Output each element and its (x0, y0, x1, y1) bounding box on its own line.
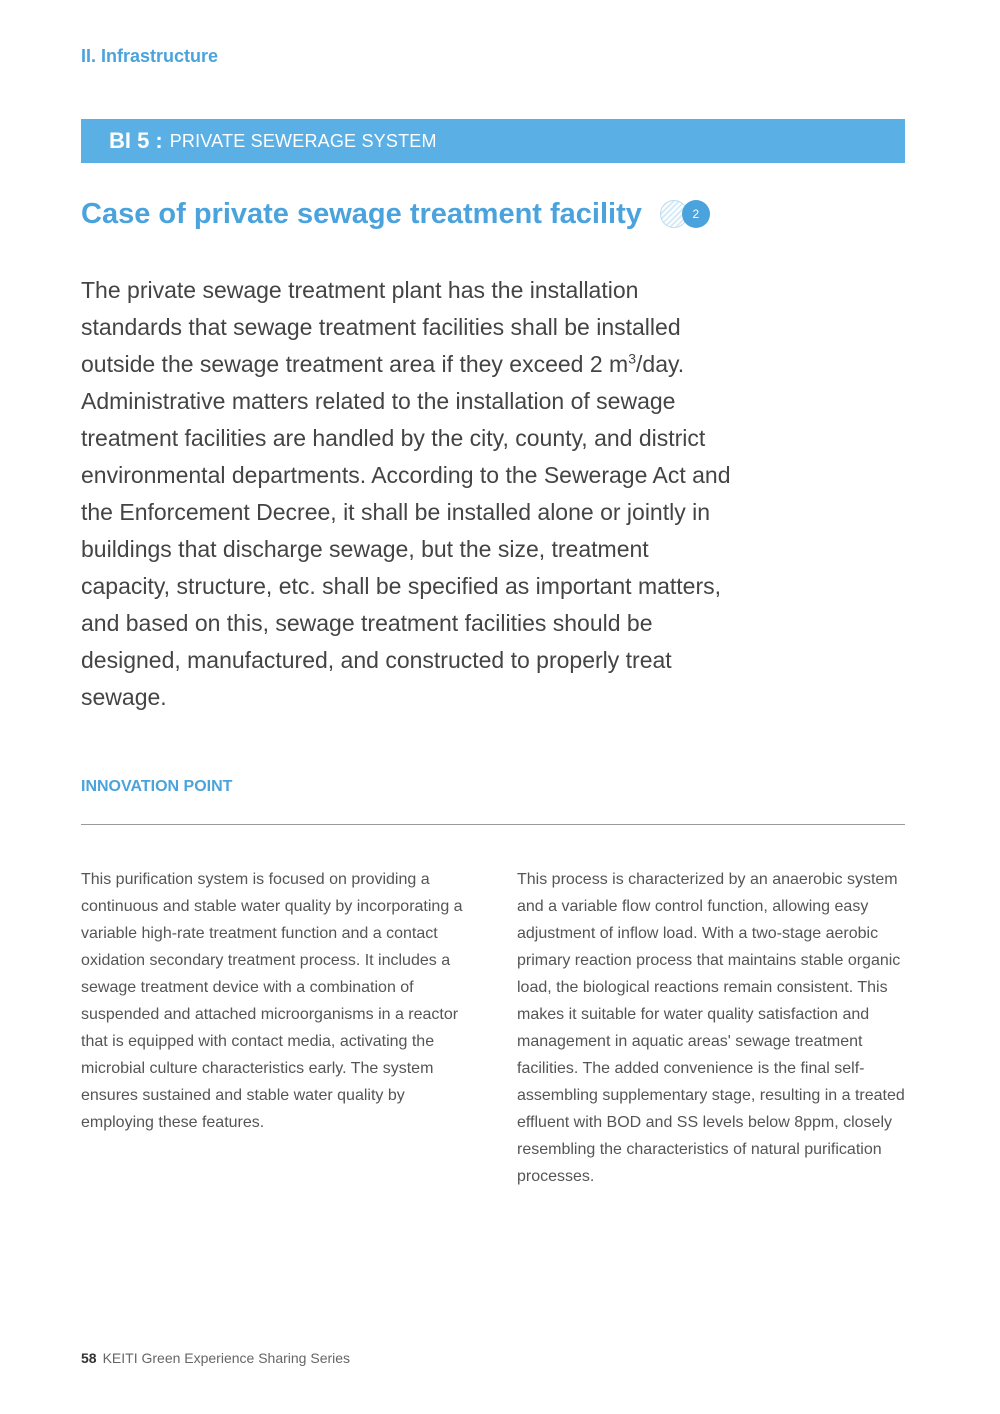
intro-superscript: 3 (628, 350, 637, 367)
banner-separator: : (155, 128, 163, 153)
innovation-right-column: This process is characterized by an anaerobic system and a variable flow control function, allowing easy adjustment of inflow load. With a two-stage aerobic primary reaction process that maintains stable organic load, the biological reactions remain consistent. This makes it suitable for water quality satisfaction and management in aquatic areas' sewage treatment facilities. The added convenience is the final self-assembling supplementary stage, resulting in a treated effluent with BOD and SS levels below 8ppm, closely resembling the characteristics of natural purification processes. (517, 871, 905, 1185)
intro-paragraph (81, 272, 731, 716)
case-number-badge (660, 197, 716, 231)
section-banner (81, 119, 905, 163)
badge-number: 2 (682, 200, 710, 228)
section-label: II. Infrastructure (81, 46, 219, 66)
intro-text-part1: The private sewage treatment plant has the installation standards that sewage treatment facilities shall be installed outside the sewage treatment area if they exceed 2 m (81, 277, 681, 377)
intro-text-part2: /day. Administrative matters related to the installation of sewage treatment facilities are handled by the city, county, and district environmental departments. According to the Sewerage Act and the Enforcement Decree, it shall be installed alone or jointly in buildings that discharge sewage, but the size, treatment capacity, structure, etc. shall be specified as important matters, and based on this, sewage treatment facilities should be designed, manufactured, and constructed to properly treat sewage. (81, 351, 731, 710)
page-heading (81, 197, 716, 231)
divider (81, 824, 905, 825)
innovation-point-label: INNOVATION POINT (81, 778, 233, 795)
page-title: Case of private sewage treatment facility (81, 197, 642, 230)
page-number: 58 (81, 1350, 97, 1366)
innovation-left-column: This purification system is focused on providing a continuous and stable water quality by incorporating a variable high-rate treatment function and a contact oxidation secondary treatment process. It includes a sewage treatment device with a combination of suspended and attached microorganisms in a reactor that is equipped with contact media, activating the microbial culture characteristics early. The system ensures sustained and stable water quality by employing these features. (81, 871, 463, 1131)
series-name: KEITI Green Experience Sharing Series (102, 1350, 351, 1366)
banner-title: PRIVATE SEWERAGE SYSTEM (169, 130, 437, 151)
banner-code: BI 5 (109, 128, 150, 153)
page-footer (81, 1350, 350, 1366)
